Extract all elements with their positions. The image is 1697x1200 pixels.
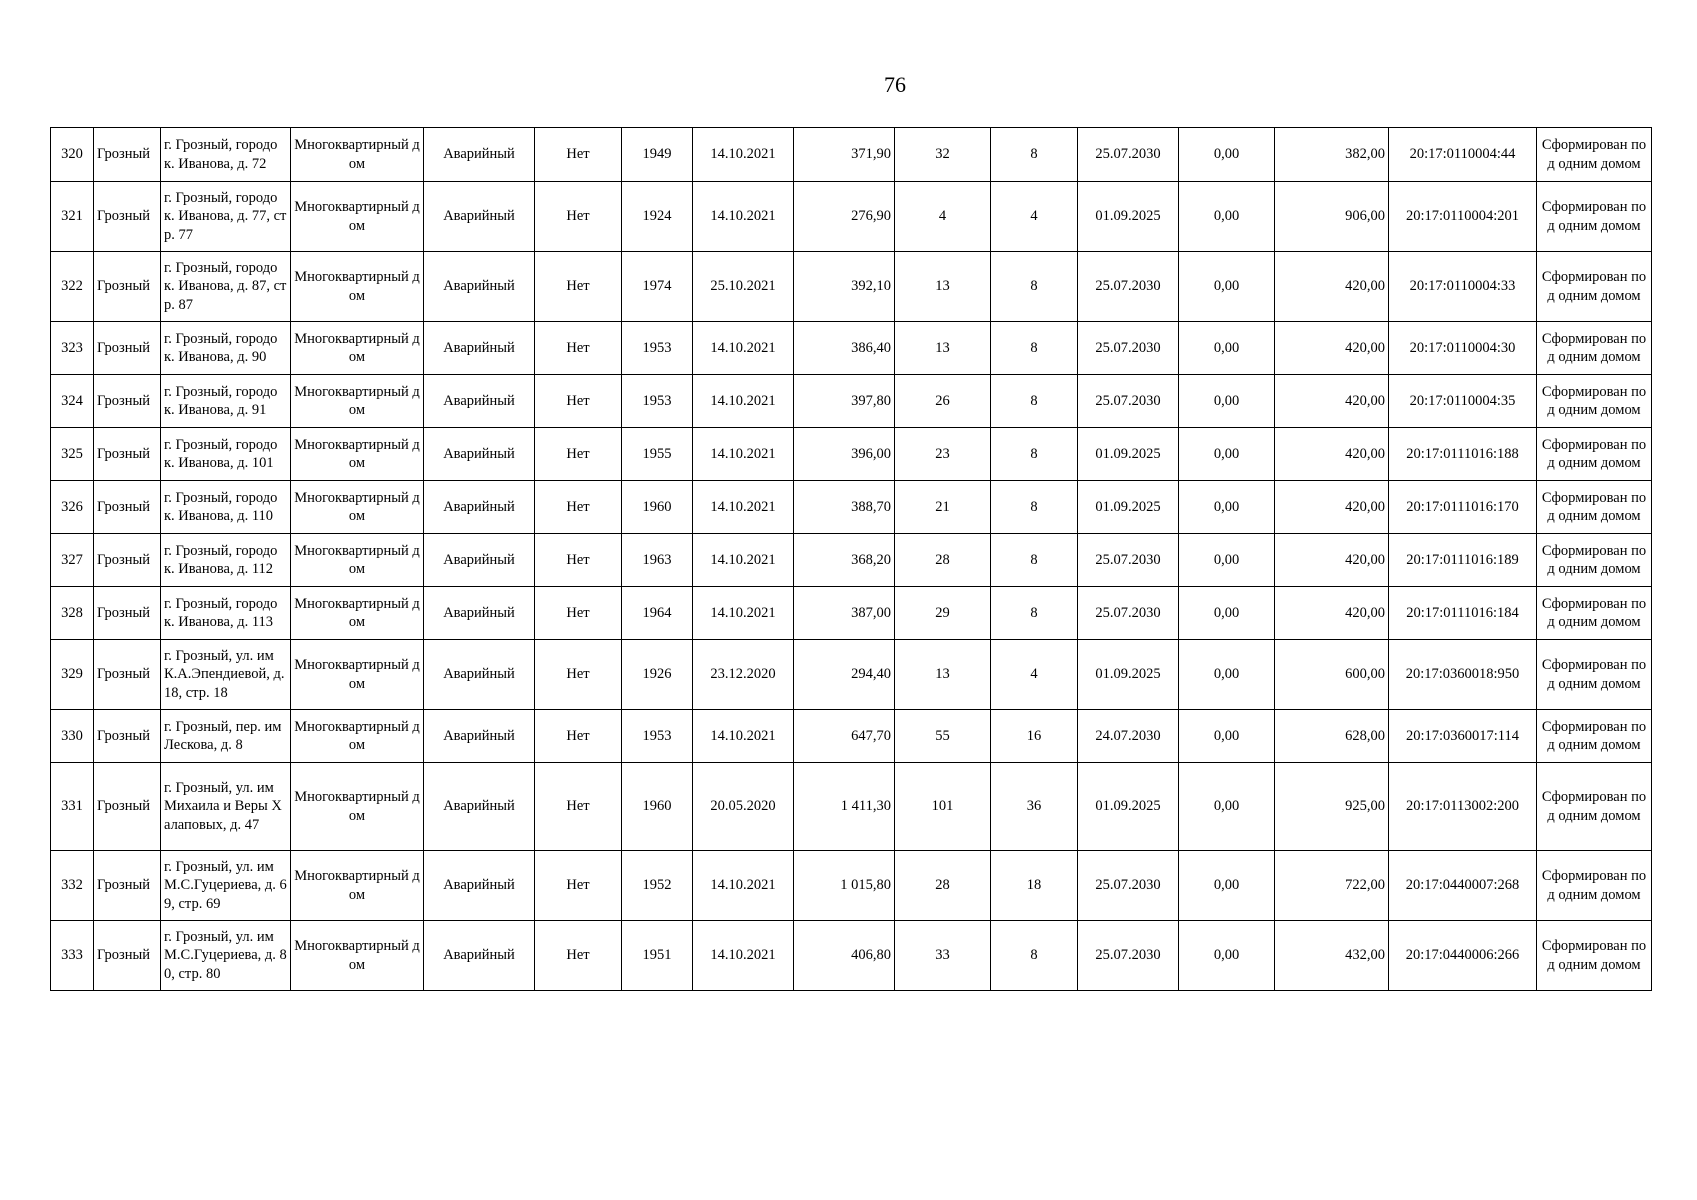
city-cell: Грозный (94, 921, 161, 991)
city-cell: Грозный (94, 182, 161, 252)
city-cell: Грозный (94, 640, 161, 710)
note-cell: Сформирован под одним домом (1537, 763, 1652, 851)
cost-cell: 722,00 (1275, 851, 1389, 921)
year-cell: 1953 (622, 322, 693, 375)
flag-cell: Нет (535, 322, 622, 375)
cadastral-number-cell: 20:17:0111016:170 (1389, 481, 1537, 534)
persons-cell: 8 (991, 587, 1078, 640)
building-type-cell: Многоквартирный дом (291, 640, 424, 710)
row-number: 329 (51, 640, 94, 710)
cost-cell: 906,00 (1275, 182, 1389, 252)
date-cell: 14.10.2021 (693, 851, 794, 921)
address-cell: г. Грозный, городок. Иванова, д. 72 (161, 128, 291, 182)
persons-cell: 4 (991, 182, 1078, 252)
note-cell: Сформирован под одним домом (1537, 375, 1652, 428)
zero-value-cell: 0,00 (1179, 375, 1275, 428)
cadastral-number-cell: 20:17:0110004:35 (1389, 375, 1537, 428)
cost-cell: 628,00 (1275, 710, 1389, 763)
area-cell: 1 015,80 (794, 851, 895, 921)
cadastral-number-cell: 20:17:0440007:268 (1389, 851, 1537, 921)
note-cell: Сформирован под одним домом (1537, 534, 1652, 587)
plan-date-cell: 01.09.2025 (1078, 640, 1179, 710)
residents-cell: 13 (895, 252, 991, 322)
zero-value-cell: 0,00 (1179, 763, 1275, 851)
building-type-cell: Многоквартирный дом (291, 481, 424, 534)
cadastral-number-cell: 20:17:0110004:30 (1389, 322, 1537, 375)
plan-date-cell: 01.09.2025 (1078, 182, 1179, 252)
plan-date-cell: 25.07.2030 (1078, 322, 1179, 375)
zero-value-cell: 0,00 (1179, 481, 1275, 534)
city-cell: Грозный (94, 375, 161, 428)
condition-cell: Аварийный (424, 534, 535, 587)
cost-cell: 420,00 (1275, 375, 1389, 428)
cadastral-number-cell: 20:17:0110004:201 (1389, 182, 1537, 252)
zero-value-cell: 0,00 (1179, 322, 1275, 375)
date-cell: 14.10.2021 (693, 481, 794, 534)
building-type-cell: Многоквартирный дом (291, 534, 424, 587)
address-cell: г. Грозный, ул. им Михаила и Веры Халаповых, д. 47 (161, 763, 291, 851)
zero-value-cell: 0,00 (1179, 640, 1275, 710)
persons-cell: 8 (991, 481, 1078, 534)
area-cell: 396,00 (794, 428, 895, 481)
row-number: 328 (51, 587, 94, 640)
cadastral-number-cell: 20:17:0111016:184 (1389, 587, 1537, 640)
zero-value-cell: 0,00 (1179, 182, 1275, 252)
address-cell: г. Грозный, пер. им Лескова, д. 8 (161, 710, 291, 763)
cadastral-number-cell: 20:17:0113002:200 (1389, 763, 1537, 851)
building-type-cell: Многоквартирный дом (291, 763, 424, 851)
building-type-cell: Многоквартирный дом (291, 710, 424, 763)
area-cell: 386,40 (794, 322, 895, 375)
year-cell: 1953 (622, 375, 693, 428)
note-cell: Сформирован под одним домом (1537, 322, 1652, 375)
date-cell: 14.10.2021 (693, 428, 794, 481)
cost-cell: 382,00 (1275, 128, 1389, 182)
residents-cell: 21 (895, 481, 991, 534)
note-cell: Сформирован под одним домом (1537, 587, 1652, 640)
residents-cell: 26 (895, 375, 991, 428)
area-cell: 276,90 (794, 182, 895, 252)
date-cell: 14.10.2021 (693, 182, 794, 252)
persons-cell: 36 (991, 763, 1078, 851)
table-row (51, 428, 1652, 481)
city-cell: Грозный (94, 587, 161, 640)
plan-date-cell: 25.07.2030 (1078, 252, 1179, 322)
row-number: 325 (51, 428, 94, 481)
row-number: 324 (51, 375, 94, 428)
address-cell: г. Грозный, городок. Иванова, д. 101 (161, 428, 291, 481)
condition-cell: Аварийный (424, 851, 535, 921)
table-row (51, 182, 1652, 252)
table-row (51, 640, 1652, 710)
condition-cell: Аварийный (424, 428, 535, 481)
date-cell: 14.10.2021 (693, 128, 794, 182)
date-cell: 14.10.2021 (693, 322, 794, 375)
condition-cell: Аварийный (424, 322, 535, 375)
building-type-cell: Многоквартирный дом (291, 252, 424, 322)
cadastral-number-cell: 20:17:0440006:266 (1389, 921, 1537, 991)
condition-cell: Аварийный (424, 710, 535, 763)
persons-cell: 8 (991, 128, 1078, 182)
table-row (51, 128, 1652, 182)
row-number: 323 (51, 322, 94, 375)
flag-cell: Нет (535, 710, 622, 763)
residents-cell: 29 (895, 587, 991, 640)
building-type-cell: Многоквартирный дом (291, 375, 424, 428)
date-cell: 20.05.2020 (693, 763, 794, 851)
row-number: 322 (51, 252, 94, 322)
condition-cell: Аварийный (424, 128, 535, 182)
page-number: 76 (884, 72, 906, 97)
cost-cell: 420,00 (1275, 322, 1389, 375)
year-cell: 1952 (622, 851, 693, 921)
persons-cell: 18 (991, 851, 1078, 921)
cost-cell: 420,00 (1275, 252, 1389, 322)
condition-cell: Аварийный (424, 587, 535, 640)
area-cell: 397,80 (794, 375, 895, 428)
note-cell: Сформирован под одним домом (1537, 921, 1652, 991)
note-cell: Сформирован под одним домом (1537, 481, 1652, 534)
cadastral-number-cell: 20:17:0111016:188 (1389, 428, 1537, 481)
year-cell: 1951 (622, 921, 693, 991)
row-number: 331 (51, 763, 94, 851)
residents-cell: 13 (895, 640, 991, 710)
note-cell: Сформирован под одним домом (1537, 128, 1652, 182)
city-cell: Грозный (94, 534, 161, 587)
cadastral-number-cell: 20:17:0111016:189 (1389, 534, 1537, 587)
cost-cell: 600,00 (1275, 640, 1389, 710)
cost-cell: 420,00 (1275, 534, 1389, 587)
residents-cell: 23 (895, 428, 991, 481)
area-cell: 388,70 (794, 481, 895, 534)
date-cell: 23.12.2020 (693, 640, 794, 710)
note-cell: Сформирован под одним домом (1537, 710, 1652, 763)
cadastral-number-cell: 20:17:0110004:44 (1389, 128, 1537, 182)
city-cell: Грозный (94, 763, 161, 851)
year-cell: 1926 (622, 640, 693, 710)
address-cell: г. Грозный, городок. Иванова, д. 77, стр. 77 (161, 182, 291, 252)
flag-cell: Нет (535, 587, 622, 640)
residents-cell: 28 (895, 534, 991, 587)
persons-cell: 8 (991, 322, 1078, 375)
row-number: 321 (51, 182, 94, 252)
plan-date-cell: 01.09.2025 (1078, 481, 1179, 534)
city-cell: Грозный (94, 481, 161, 534)
building-type-cell: Многоквартирный дом (291, 128, 424, 182)
address-cell: г. Грозный, городок. Иванова, д. 87, стр. 87 (161, 252, 291, 322)
building-type-cell: Многоквартирный дом (291, 428, 424, 481)
city-cell: Грозный (94, 428, 161, 481)
row-number: 330 (51, 710, 94, 763)
area-cell: 368,20 (794, 534, 895, 587)
cost-cell: 925,00 (1275, 763, 1389, 851)
flag-cell: Нет (535, 481, 622, 534)
table-row (51, 252, 1652, 322)
year-cell: 1955 (622, 428, 693, 481)
residents-cell: 13 (895, 322, 991, 375)
plan-date-cell: 25.07.2030 (1078, 587, 1179, 640)
flag-cell: Нет (535, 128, 622, 182)
address-cell: г. Грозный, городок. Иванова, д. 113 (161, 587, 291, 640)
year-cell: 1949 (622, 128, 693, 182)
row-number: 327 (51, 534, 94, 587)
plan-date-cell: 25.07.2030 (1078, 851, 1179, 921)
area-cell: 647,70 (794, 710, 895, 763)
table-row (51, 481, 1652, 534)
address-cell: г. Грозный, ул. им К.А.Эпендиевой, д. 18, стр. 18 (161, 640, 291, 710)
plan-date-cell: 25.07.2030 (1078, 375, 1179, 428)
persons-cell: 4 (991, 640, 1078, 710)
year-cell: 1953 (622, 710, 693, 763)
condition-cell: Аварийный (424, 763, 535, 851)
city-cell: Грозный (94, 710, 161, 763)
row-number: 320 (51, 128, 94, 182)
zero-value-cell: 0,00 (1179, 710, 1275, 763)
year-cell: 1960 (622, 763, 693, 851)
zero-value-cell: 0,00 (1179, 851, 1275, 921)
year-cell: 1960 (622, 481, 693, 534)
flag-cell: Нет (535, 375, 622, 428)
persons-cell: 8 (991, 921, 1078, 991)
persons-cell: 16 (991, 710, 1078, 763)
table-row (51, 851, 1652, 921)
flag-cell: Нет (535, 182, 622, 252)
residents-cell: 55 (895, 710, 991, 763)
note-cell: Сформирован под одним домом (1537, 851, 1652, 921)
address-cell: г. Грозный, городок. Иванова, д. 90 (161, 322, 291, 375)
building-type-cell: Многоквартирный дом (291, 851, 424, 921)
cadastral-number-cell: 20:17:0360017:114 (1389, 710, 1537, 763)
date-cell: 14.10.2021 (693, 921, 794, 991)
table-row (51, 763, 1652, 851)
zero-value-cell: 0,00 (1179, 428, 1275, 481)
zero-value-cell: 0,00 (1179, 128, 1275, 182)
building-type-cell: Многоквартирный дом (291, 322, 424, 375)
condition-cell: Аварийный (424, 182, 535, 252)
condition-cell: Аварийный (424, 481, 535, 534)
address-cell: г. Грозный, городок. Иванова, д. 91 (161, 375, 291, 428)
condition-cell: Аварийный (424, 375, 535, 428)
zero-value-cell: 0,00 (1179, 587, 1275, 640)
date-cell: 14.10.2021 (693, 375, 794, 428)
persons-cell: 8 (991, 375, 1078, 428)
area-cell: 371,90 (794, 128, 895, 182)
area-cell: 387,00 (794, 587, 895, 640)
address-cell: г. Грозный, ул. им М.С.Гуцериева, д. 80, стр. 80 (161, 921, 291, 991)
year-cell: 1963 (622, 534, 693, 587)
year-cell: 1964 (622, 587, 693, 640)
date-cell: 14.10.2021 (693, 587, 794, 640)
area-cell: 392,10 (794, 252, 895, 322)
note-cell: Сформирован под одним домом (1537, 182, 1652, 252)
table-row (51, 375, 1652, 428)
row-number: 326 (51, 481, 94, 534)
condition-cell: Аварийный (424, 921, 535, 991)
zero-value-cell: 0,00 (1179, 921, 1275, 991)
table-row (51, 534, 1652, 587)
zero-value-cell: 0,00 (1179, 252, 1275, 322)
cadastral-number-cell: 20:17:0360018:950 (1389, 640, 1537, 710)
year-cell: 1974 (622, 252, 693, 322)
flag-cell: Нет (535, 428, 622, 481)
area-cell: 294,40 (794, 640, 895, 710)
city-cell: Грозный (94, 252, 161, 322)
building-type-cell: Многоквартирный дом (291, 587, 424, 640)
flag-cell: Нет (535, 534, 622, 587)
zero-value-cell: 0,00 (1179, 534, 1275, 587)
residents-cell: 33 (895, 921, 991, 991)
cost-cell: 420,00 (1275, 481, 1389, 534)
city-cell: Грозный (94, 128, 161, 182)
cadastral-number-cell: 20:17:0110004:33 (1389, 252, 1537, 322)
residents-cell: 101 (895, 763, 991, 851)
cost-cell: 432,00 (1275, 921, 1389, 991)
address-cell: г. Грозный, ул. им М.С.Гуцериева, д. 69, стр. 69 (161, 851, 291, 921)
area-cell: 1 411,30 (794, 763, 895, 851)
plan-date-cell: 24.07.2030 (1078, 710, 1179, 763)
row-number: 332 (51, 851, 94, 921)
note-cell: Сформирован под одним домом (1537, 428, 1652, 481)
table-body (51, 128, 1652, 991)
persons-cell: 8 (991, 428, 1078, 481)
residents-cell: 32 (895, 128, 991, 182)
city-cell: Грозный (94, 322, 161, 375)
table-row (51, 921, 1652, 991)
persons-cell: 8 (991, 534, 1078, 587)
date-cell: 14.10.2021 (693, 534, 794, 587)
condition-cell: Аварийный (424, 640, 535, 710)
plan-date-cell: 01.09.2025 (1078, 428, 1179, 481)
date-cell: 25.10.2021 (693, 252, 794, 322)
plan-date-cell: 01.09.2025 (1078, 763, 1179, 851)
flag-cell: Нет (535, 252, 622, 322)
plan-date-cell: 25.07.2030 (1078, 921, 1179, 991)
residents-cell: 4 (895, 182, 991, 252)
cost-cell: 420,00 (1275, 428, 1389, 481)
flag-cell: Нет (535, 921, 622, 991)
row-number: 333 (51, 921, 94, 991)
table-row (51, 322, 1652, 375)
area-cell: 406,80 (794, 921, 895, 991)
building-type-cell: Многоквартирный дом (291, 921, 424, 991)
address-cell: г. Грозный, городок. Иванова, д. 112 (161, 534, 291, 587)
address-cell: г. Грозный, городок. Иванова, д. 110 (161, 481, 291, 534)
flag-cell: Нет (535, 640, 622, 710)
cost-cell: 420,00 (1275, 587, 1389, 640)
year-cell: 1924 (622, 182, 693, 252)
plan-date-cell: 25.07.2030 (1078, 128, 1179, 182)
date-cell: 14.10.2021 (693, 710, 794, 763)
housing-registry-table (50, 127, 1652, 991)
residents-cell: 28 (895, 851, 991, 921)
city-cell: Грозный (94, 851, 161, 921)
flag-cell: Нет (535, 763, 622, 851)
flag-cell: Нет (535, 851, 622, 921)
note-cell: Сформирован под одним домом (1537, 252, 1652, 322)
table-row (51, 710, 1652, 763)
note-cell: Сформирован под одним домом (1537, 640, 1652, 710)
table-row (51, 587, 1652, 640)
condition-cell: Аварийный (424, 252, 535, 322)
building-type-cell: Многоквартирный дом (291, 182, 424, 252)
persons-cell: 8 (991, 252, 1078, 322)
plan-date-cell: 25.07.2030 (1078, 534, 1179, 587)
